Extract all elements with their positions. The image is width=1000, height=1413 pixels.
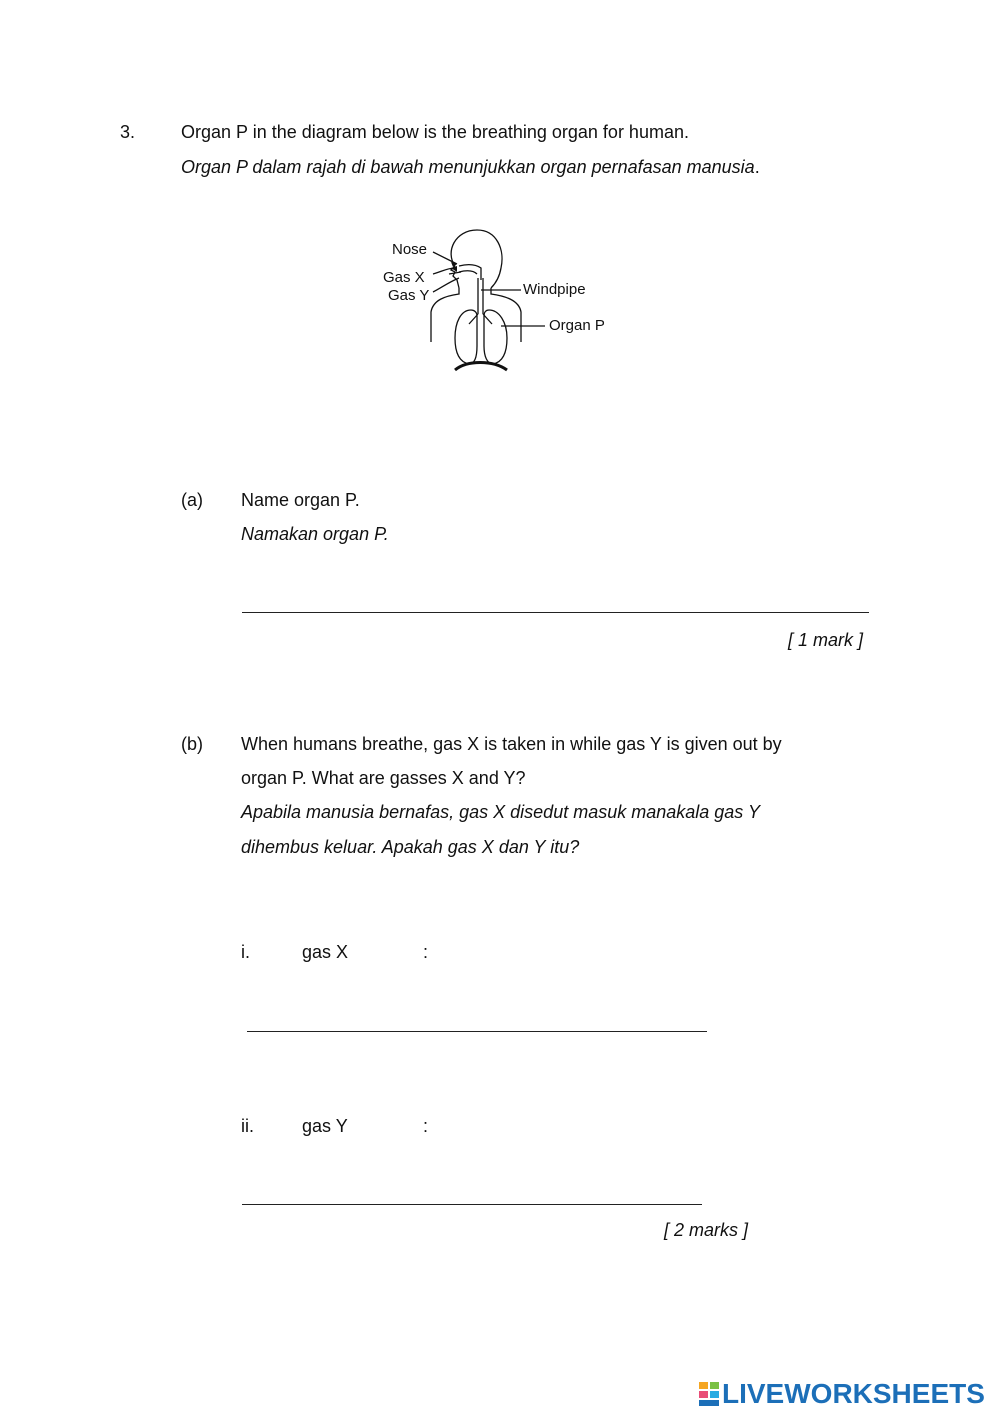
label-windpipe: Windpipe xyxy=(523,281,586,298)
part-a-label: (a) xyxy=(181,490,203,510)
part-a-question-en: Name organ P. xyxy=(241,490,360,510)
part-b-question-ms-line2: dihembus keluar. Apakah gas X dan Y itu? xyxy=(241,837,580,857)
question-number: 3. xyxy=(120,122,136,142)
item-i-colon: : xyxy=(423,942,429,962)
question-intro-ms-period: . xyxy=(754,157,760,177)
item-ii-colon: : xyxy=(423,1116,429,1136)
item-i-label: gas X xyxy=(302,942,349,962)
question-intro-ms: Organ P dalam rajah di bawah menunjukkan organ pernafasan manusia xyxy=(181,157,755,177)
gas-x-answer-line[interactable] xyxy=(247,1031,707,1032)
head-outline xyxy=(451,230,502,288)
nasal-passage xyxy=(459,265,481,280)
item-ii-label: gas Y xyxy=(302,1116,348,1136)
liveworksheets-brand xyxy=(698,1377,985,1411)
part-a-question-ms: Namakan organ P. xyxy=(241,524,389,544)
part-b-question-en-line1: When humans breathe, gas X is taken in while gas Y is given out by xyxy=(241,734,782,754)
label-nose: Nose xyxy=(392,241,428,258)
question-intro-en: Organ P in the diagram below is the breathing organ for human. xyxy=(181,122,689,142)
label-gas-x: Gas X xyxy=(383,269,425,286)
label-gas-y: Gas Y xyxy=(388,287,430,304)
liveworksheets-logo-icon xyxy=(698,1381,720,1407)
question-intro-ms-row xyxy=(181,156,760,178)
label-organ-p: Organ P xyxy=(549,317,605,334)
gas-y-answer-line[interactable] xyxy=(242,1204,702,1205)
part-b-label: (b) xyxy=(181,734,203,754)
respiratory-system-diagram xyxy=(375,222,625,382)
diaphragm xyxy=(455,363,507,371)
part-a-marks: [ 1 mark ] xyxy=(788,630,864,650)
part-b-question-ms-line1: Apabila manusia bernafas, gas X disedut masuk manakala gas Y xyxy=(241,802,760,822)
item-ii-number: ii. xyxy=(241,1116,254,1136)
part-a-answer-line[interactable] xyxy=(242,612,869,613)
brand-text: LIVEWORKSHEETS xyxy=(722,1378,985,1409)
part-b-question-en-line2: organ P. What are gasses X and Y? xyxy=(241,768,526,788)
part-b-marks: [ 2 marks ] xyxy=(664,1220,749,1240)
item-i-number: i. xyxy=(241,942,250,962)
